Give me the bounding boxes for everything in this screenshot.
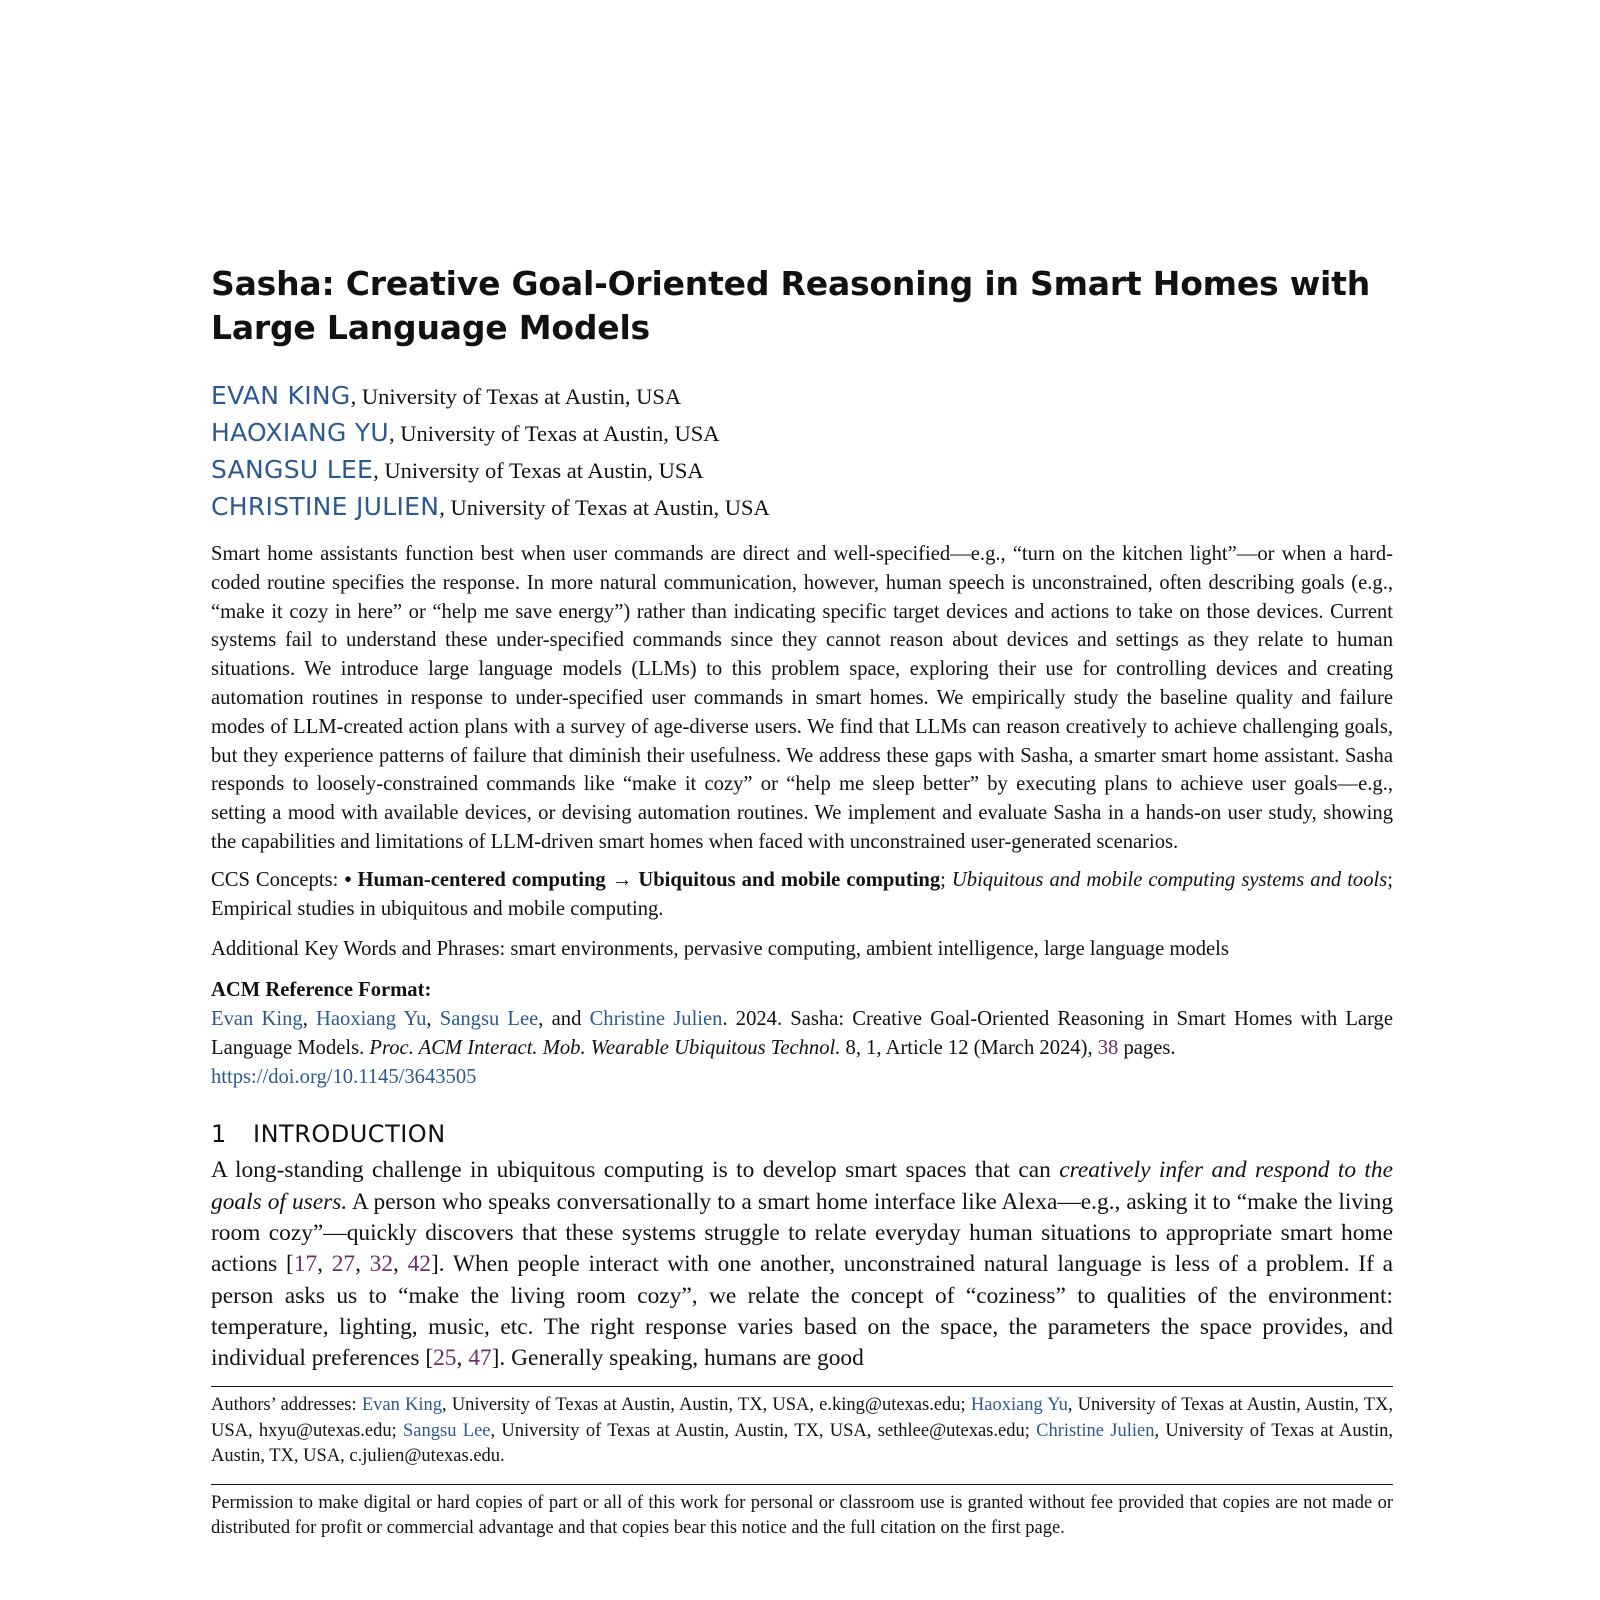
ref-text: pages. [1118,1036,1176,1059]
ccs-label: CCS Concepts: [211,868,345,891]
footnote-text: , University of Texas at Austin, Austin, TX, USA, sethlee@utexas.edu; [490,1420,1037,1441]
footnote-text: , University of Texas at Austin, Austin, TX, USA, hxyu@utexas.edu; [211,1395,1394,1441]
footnote-addresses [211,1386,1393,1470]
ccs-concepts [211,866,1393,924]
intro-text: ]. When people interact with one another, unconstrained natural language is less of a problem. If a person asks us to “make the living room cozy”, we relate the concept of “coziness” to qualities of the environment: temperature, lighting, music, etc. The right response varies based on the space, the parameters the space provides, and individual preferences [ [211,1251,1393,1372]
author-name-link[interactable]: SANGSU LEE [211,455,374,484]
ref-pages-link[interactable]: 38 [1097,1036,1119,1059]
intro-paragraph: A long-standing challenge in ubiquitous computing is to develop smart spaces that can creatively infer and respond to the goals of users. A person who speaks conversationally to a smart home interface like Alexa—e.g., asking it to “make the living room cozy”—quickly discovers that these systems struggle to relate everyday human situations to appropriate smart home actions [17, 27, 32, 42]. When people interact with one another, unconstrained natural language is less of a problem. If a person asks us to “make the living room cozy”, we relate the concept of “coziness” to qualities of the environment: temperature, lighting, music, etc. The right response varies based on the space, the parameters the space provides, and individual preferences [25, 47]. Generally speaking, humans are good [211,1157,1394,1372]
doi-link[interactable]: https://doi.org/10.1145/3643505 [211,1065,477,1088]
citation-link[interactable]: 25 [433,1345,457,1372]
section-number: 1 [211,1120,227,1149]
ref-sep: , and [538,1007,590,1030]
ref-author-link[interactable]: Christine Julien [589,1007,723,1030]
ref-journal: Proc. ACM Interact. Mob. Wearable Ubiquitous Technol. [369,1036,841,1059]
ccs-separator: ; [940,868,952,891]
author-entry [211,378,1393,415]
abstract: Smart home assistants function best when user commands are direct and well-specified—e.g., “turn on the kitchen light”—or when a hard-coded routine specifies the response. In more natural communication, however, human speech is unconstrained, often describing goals (e.g., “make it cozy in here” or “help me save energy”) rather than indicating specific target devices and actions to take on those devices. Current systems fail to understand these under-specified commands since they cannot reason about devices and settings as they relate to human situations. We introduce large language models (LLMs) to this problem space, exploring their use for controlling devices and creating automation routines in response to under-specified user commands in smart homes. We empirically study the baseline quality and failure modes of LLM-created action plans with a survey of age-diverse users. We find that LLMs can reason creatively to achieve challenging goals, but they experience patterns of failure that diminish their usefulness. We address these gaps with Sasha, a smarter smart home assistant. Sasha responds to loosely-constrained commands like “make it cozy” or “help me sleep better” by executing plans to achieve user goals—e.g., setting a mood with available devices, or devising automation routines. We implement and evaluate Sasha in a hands-on user study, showing the capabilities and limitations of LLM-driven smart homes when faced with unconstrained user-generated scenarios. [211,543,1393,853]
author-name-link[interactable]: CHRISTINE JULIEN [211,492,440,521]
intro-text: ]. Generally speaking, humans are good [491,1345,864,1372]
ccs-primary: • Human-centered computing → Ubiquitous and mobile computing [344,868,941,891]
footnote-rule [211,1386,1393,1387]
author-affiliation: , University of Texas at Austin, USA [439,495,770,520]
ref-author-link[interactable]: Sangsu Lee [439,1007,539,1030]
ccs-rest: ; Empirical studies in ubiquitous and mobile computing. [211,868,1393,920]
acm-reference [211,976,1393,1091]
ref-text: . 2024. Sasha: Creative Goal-Oriented Reasoning in Smart Homes with Large Language Models. [211,1007,1393,1059]
section-title: INTRODUCTION [253,1120,446,1149]
author-affiliation: , University of Texas at Austin, USA [350,384,682,409]
footnote-text: , University of Texas at Austin, Austin, TX, USA, e.king@utexas.edu; [442,1395,971,1416]
citation-link[interactable]: 42 [407,1251,431,1278]
footnote-author-link[interactable]: Haoxiang Yu [970,1395,1068,1416]
ref-sep: , [426,1007,440,1030]
citation-link[interactable]: 27 [331,1251,356,1278]
permission-text: Permission to make digital or hard copies of part or all of this work for personal or classroom use is granted without fee provided that copies are not made or distributed for profit or commercial advantage and that copies bear this notice and the full citation on the first page. [211,1492,1393,1539]
ref-text: 8, 1, Article 12 (March 2024), [840,1036,1098,1059]
footnote-author-link[interactable]: Evan King [361,1395,443,1416]
intro-text: A long-standing challenge in ubiquitous computing is to develop smart spaces that can [211,1157,1060,1184]
footnote-author-link[interactable]: Sangsu Lee [403,1420,491,1441]
author-entry [211,415,1393,452]
footnote-rule [211,1484,1393,1485]
author-entry [211,489,1393,526]
ref-sep: , [302,1007,317,1030]
keywords: Additional Key Words and Phrases: smart environments, pervasive computing, ambient intelligence, large language models [211,938,1229,961]
acm-reference-body [211,1005,1393,1091]
intro-text: A person who speaks conversationally to a smart home interface like Alexa—e.g., asking it to “make the living room cozy”—quickly discovers that these systems struggle to relate everyday human situations to appropriate smart home actions [ [211,1188,1394,1278]
footnote-author-link[interactable]: Christine Julien [1036,1420,1155,1441]
citation-link[interactable]: 47 [468,1345,492,1372]
ref-author-link[interactable]: Evan King [211,1007,303,1030]
author-name-link[interactable]: HAOXIANG YU [211,418,390,447]
section-heading [211,1117,1393,1151]
paper-title: Sasha: Creative Goal-Oriented Reasoning in Smart Homes with Large Language Models [211,264,1371,347]
paper-page [211,262,1393,1542]
footnote-text: , University of Texas at Austin, Austin, TX, USA, c.julien@utexas.edu. [211,1420,1393,1467]
citation-link[interactable]: 32 [369,1251,394,1278]
footnote-label: Authors’ addresses: [211,1395,362,1416]
author-name-link[interactable]: EVAN KING [211,381,351,410]
intro-emphasis: creatively infer and respond to the goals of users. [211,1157,1393,1215]
author-affiliation: , University of Texas at Austin, USA [389,421,720,446]
ref-author-link[interactable]: Haoxiang Yu [316,1007,427,1030]
author-list [211,378,1393,526]
ccs-secondary: Ubiquitous and mobile computing systems and tools [951,868,1388,891]
citation-link[interactable]: 17 [293,1251,318,1278]
footnote-permission [211,1484,1393,1542]
author-entry [211,452,1393,489]
acm-reference-heading: ACM Reference Format: [211,979,432,1002]
author-affiliation: , University of Texas at Austin, USA [373,458,704,483]
